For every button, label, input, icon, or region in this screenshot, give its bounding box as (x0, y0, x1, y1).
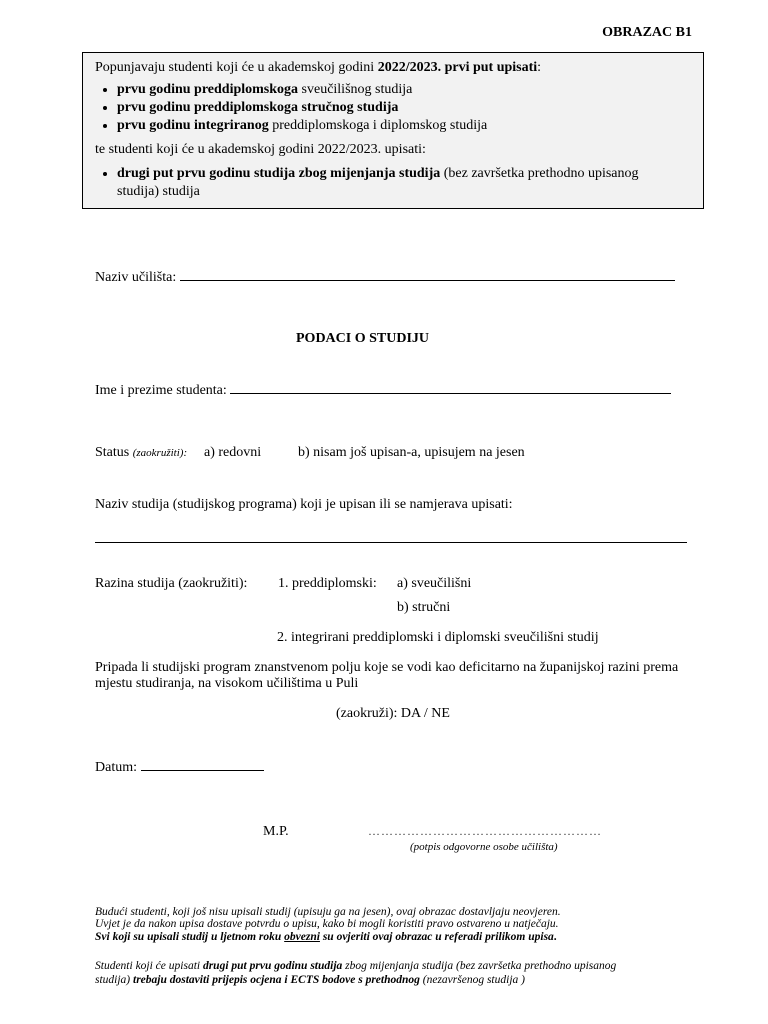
note-line-5: studija) trebaju dostaviti prijepis ocjena i ECTS bodove s prethodnog (nezavršenog studija ) (95, 974, 525, 986)
signature-caption: (potpis odgovorne osobe učilišta) (410, 841, 558, 853)
note-line-4: Studenti koji će upisati drugi put prvu godinu studija zbog mijenjanja studija (bez završetka prethodno upisanog (95, 960, 617, 972)
note-line-2: Uvjet je da nakon upisa dostave potvrdu o upisu, kako bi mogli koristiti pravo ostvareno u natječaju. (95, 918, 559, 930)
status-label: Status (95, 445, 130, 460)
infobox-list-second (95, 165, 691, 201)
level-option-professional[interactable]: b) stručni (397, 600, 451, 615)
deficit-question-line2: mjestu studiranja, na visokom učilištima u Puli (95, 676, 359, 691)
section-title: PODACI O STUDIJU (296, 331, 430, 346)
list-item: • prvu godinu integriranog preddiplomskoga i diplomskog studija (117, 117, 691, 135)
date-field (95, 758, 264, 776)
note-line-3: Svi koji su upisali studij u ljetnom roku obvezni su ovjeriti ovaj obrazac u referadi prilikom upisa. (95, 931, 557, 943)
level-option-university[interactable]: a) sveučilišni (397, 576, 472, 591)
program-input-line[interactable] (95, 530, 687, 543)
infobox-second-intro: te studenti koji će u akademskoj godini 2022/2023. upisati: (95, 142, 426, 157)
student-name-field (95, 381, 671, 399)
status-option-autumn[interactable]: b) nisam još upisan-a, upisujem na jesen (298, 445, 525, 460)
infobox-intro: Popunjavaju studenti koji će u akademskoj godini 2022/2023. prvi put upisati: (95, 60, 542, 75)
level-option-integrated[interactable]: 2. integrirani preddiplomski i diplomski sveučilišni studij (277, 630, 599, 645)
list-item: • prvu godinu preddiplomskoga stručnog studija (117, 99, 691, 117)
list-item: • prvu godinu preddiplomskoga sveučilišnog studija (117, 81, 691, 99)
status-hint: (zaokružiti): (132, 447, 188, 459)
eligibility-infobox (82, 52, 704, 209)
note-line-1: Budući studenti, koji još nisu upisali studij (upisuju ga na jesen), ovaj obrazac dostavljaju neovjeren. (95, 906, 561, 918)
stamp-label: M.P. (263, 824, 289, 839)
infobox-list-first (95, 81, 691, 135)
level-option-undergraduate[interactable]: 1. preddiplomski: (278, 576, 377, 591)
institution-field (95, 268, 675, 286)
date-input-line[interactable] (141, 758, 264, 771)
deficit-choice[interactable]: (zaokruži): DA / NE (336, 706, 450, 721)
institution-label: Naziv učilišta: (95, 270, 177, 285)
student-name-label: Ime i prezime studenta: (95, 383, 227, 398)
deficit-question-line1: Pripada li studijski program znanstvenom polju koje se vodi kao deficitarno na županijskoj razini prema (95, 660, 679, 675)
level-label: Razina studija (zaokružiti): (95, 576, 248, 591)
form-code: OBRAZAC B1 (602, 25, 692, 40)
list-item: • drugi put prvu godinu studija zbog mijenjanja studija (bez završetka prethodno upisanog studija) studija (117, 165, 691, 201)
program-label: Naziv studija (studijskog programa) koji je upisan ili se namjerava upisati: (95, 497, 513, 512)
student-name-input-line[interactable] (230, 381, 671, 394)
status-field (95, 445, 187, 461)
signature-line[interactable]: ……………………………………………… (368, 824, 602, 838)
date-label: Datum: (95, 760, 137, 775)
status-option-regular[interactable]: a) redovni (204, 445, 262, 460)
institution-input-line[interactable] (180, 268, 675, 281)
